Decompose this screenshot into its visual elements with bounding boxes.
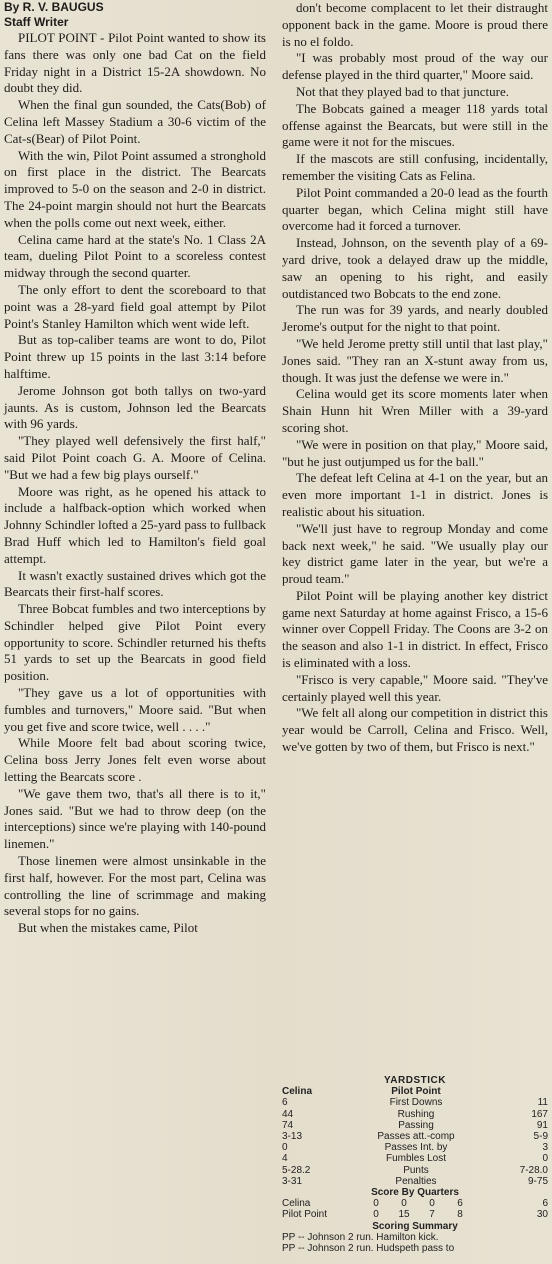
right-body-text [282,0,548,756]
quarter-1: 0 [373,1209,379,1221]
quarter-4: 8 [457,1209,463,1221]
article-paragraph: "We held Jerome pretty still until that last play," Jones said. "They ran an X-stunt away from us, though. It was just the defense we were in." [282,335,548,385]
stat-label: Rushing [397,1108,435,1120]
quarter-score-row [282,1198,548,1209]
article-paragraph: With the win, Pilot Point assumed a stronghold on first place in the district. The Bearcats improved to 5-0 on the season and 2-0 in district. The 24-point margin should not hurt the Bearcats when the polls come out next week, either. [4,147,266,230]
stat-pilot-point: 3 [542,1142,548,1154]
scoring-line: PP -- Johnson 2 run. Hamilton kick. [282,1231,439,1243]
article-paragraph: "They gave us a lot of opportunities with fumbles and turnovers," Moore said. "But when you get five and score twice, well . . . ." [4,685,266,734]
article-paragraph: Instead, Johnson, on the seventh play of a 69-yard drive, took a delayed draw up the middle, saw an opening to his right, and easily outdistanced two Bobcats to the end zone. [282,235,548,301]
article-paragraph: "We gave them two, that's all there is to it," Jones said. "But we had to throw deep (on the interceptions) since we're playing with 140-pound linemen." [4,785,266,852]
stat-row [282,1153,548,1164]
stat-label: Punts [403,1164,429,1176]
scoring-summary-title: Scoring Summary [372,1220,458,1232]
stat-label: First Downs [389,1097,443,1109]
article-paragraph: But as top-caliber teams are wont to do, Pilot Point threw up 15 points in the last 3:14 before halftime. [4,332,266,381]
stat-pilot-point: 5-9 [533,1131,548,1143]
stat-celina: 3-31 [282,1175,303,1187]
article-paragraph: "We felt all along our competition in district this year would be Carroll, Celina and Frisco. Well, we've gotten by two of them, but Frisco is next." [282,705,548,755]
quarter-team: Pilot Point [282,1209,328,1221]
stat-pilot-point: 11 [537,1097,548,1109]
stat-celina: 3-13 [282,1131,303,1143]
stat-celina: 4 [282,1153,288,1165]
stat-celina: 44 [282,1108,294,1120]
article-paragraph: Celina came hard at the state's No. 1 Class 2A team, dueling Pilot Point to a scoreless contest midway through the second quarter. [4,231,266,281]
stat-celina: 6 [282,1097,288,1109]
article-paragraph: Pilot Point will be playing another key district game next Saturday at home against Frisco, a 15-6 winner over Coppell Friday. The Coons are 3-2 on the season and also 1-1 in district. In effect, Frisco is eliminated with a loss. [282,587,548,671]
article-paragraph: But when the mistakes came, Pilot [18,920,198,936]
stat-label: Passes att.-comp [377,1131,455,1143]
quarter-3: 7 [429,1209,435,1221]
article-paragraph: Not that they played bad to that juncture. [296,83,509,99]
left-body-text [4,30,266,937]
stat-label: Passing [398,1119,434,1131]
article-paragraph: Celina would get its score moments later when Shain Hunn hit Wren Miller with a 39-yard scoring shot. [282,386,548,435]
article-paragraph: The run was for 39 yards, and nearly doubled Jerome's output for the night to that point. [282,302,548,335]
stat-row [282,1109,548,1120]
scoring-line: PP -- Johnson 2 run. Hudspeth pass to [282,1243,455,1255]
stat-celina: 5-28.2 [282,1164,311,1176]
quarter-3: 0 [429,1198,435,1210]
article-paragraph: Those linemen were almost unsinkable in the first half, however. For the most part, Celina was controlling the line of scrimmage and making several stops for no gains. [4,853,266,919]
article-paragraph: Moore was right, as he opened his attack to include a halfback-option which worked when Johnny Schindler lofted a 25-yard pass to fullback Brad Huff which led to Hamilton's field goal attempt. [4,483,266,566]
quarter-4: 6 [457,1198,463,1210]
stat-row [282,1165,548,1176]
article-paragraph: "We'll just have to regroup Monday and come back next week," he said. "We usually play our key district game later in the year, but we're a proud team." [282,520,548,587]
article-paragraph: "I was probably most proud of the way our defense played in the third quarter," Moore said. [282,50,548,83]
box-score [282,1075,548,1254]
byline: By R. V. BAUGUS [4,0,104,14]
article-paragraph: If the mascots are still confusing, incidentally, remember the visiting Cats as Felina. [282,151,548,183]
stat-celina: 0 [282,1142,288,1154]
stat-row [282,1131,548,1142]
article-paragraph: Three Bobcat fumbles and two interceptions by Schindler helped give Pilot Point every opportunity to score. Schindler returned his thefts 51 yards to set up the Bearcats in good field position. [4,601,266,684]
stat-label: Fumbles Lost [385,1153,447,1165]
article-paragraph: It wasn't exactly sustained drives which got the Bearcats their first-half scores. [4,567,266,600]
stat-row [282,1097,548,1108]
article-paragraph: "Frisco is very capable," Moore said. "They've certainly played well this year. [282,671,548,704]
stat-label: Passes Int. by [384,1142,448,1154]
article-paragraph: PILOT POINT - Pilot Point wanted to show its fans there was only one bad Cat on the field Friday night in a District 15-2A showdown. No doubt they did. [4,30,266,96]
stat-row [282,1120,548,1131]
article-left-column [4,0,266,937]
quarter-1: 0 [373,1198,379,1210]
stat-row [282,1176,548,1187]
team-b-name: Pilot Point [391,1086,441,1098]
yardstick-team-header [282,1086,548,1097]
article-paragraph: "We were in position on that play," Moore said, "but he just outjumped us for the ball." [282,436,548,469]
article-paragraph: "They played well defensively the first half," said Pilot Point coach G. A. Moore of Celina. "But we had a few big plays ourself." [4,433,266,482]
article-paragraph: The defeat left Celina at 4-1 on the year, but an even more important 1-1 in district. Jones is realistic about his situation. [282,470,548,519]
yardstick-title: YARDSTICK [384,1075,446,1086]
stat-celina: 74 [282,1119,294,1131]
final-total: 30 [536,1209,548,1221]
quarter-2: 15 [398,1209,410,1221]
yardstick-rows [282,1097,548,1187]
quarter-team: Celina [282,1198,311,1210]
scoring-summary-lines [282,1232,548,1254]
article-paragraph: Pilot Point commanded a 20-0 lead as the fourth quarter began, which Celina might still have overcome had it forced a turnover. [282,184,548,234]
stat-label: Penalties [395,1175,437,1187]
article-paragraph: When the final gun sounded, the Cats(Bob) of Celina left Massey Stadium a 30-6 victim of the Cat-s(Bear) of Pilot Point. [4,97,266,146]
stat-row [282,1142,548,1153]
staff-role: Staff Writer [4,15,69,29]
quarters-title: Score By Quarters [371,1187,459,1199]
article-right-column [282,0,548,756]
quarter-score-row [282,1209,548,1220]
quarters-rows [282,1198,548,1220]
quarter-2: 0 [401,1198,407,1210]
article-paragraph: The Bobcats gained a meager 118 yards total offense against the Bearcats, but were still in the game were it not for the miscues. [282,100,548,150]
stat-pilot-point: 91 [536,1119,548,1131]
stat-pilot-point: 167 [531,1108,548,1120]
stat-pilot-point: 7-28.0 [519,1164,548,1176]
team-a-name: Celina [282,1086,313,1098]
final-total: 6 [542,1198,548,1210]
article-paragraph: don't become complacent to let their distraught opponent back in the game. Moore is proud there is no el foldo. [282,0,548,49]
article-paragraph: While Moore felt bad about scoring twice, Celina boss Jerry Jones felt even worse about letting the Bearcats score . [4,735,266,785]
stat-pilot-point: 9-75 [527,1175,548,1187]
article-paragraph: Jerome Johnson got both tallys on two-yard jaunts. As is custom, Johnson led the Bearcats with 96 yards. [4,382,266,432]
stat-pilot-point: 0 [542,1153,548,1165]
article-paragraph: The only effort to dent the scoreboard to that point was a 28-yard field goal attempt by Pilot Point's Stanley Hamilton which went wide left. [4,281,266,331]
